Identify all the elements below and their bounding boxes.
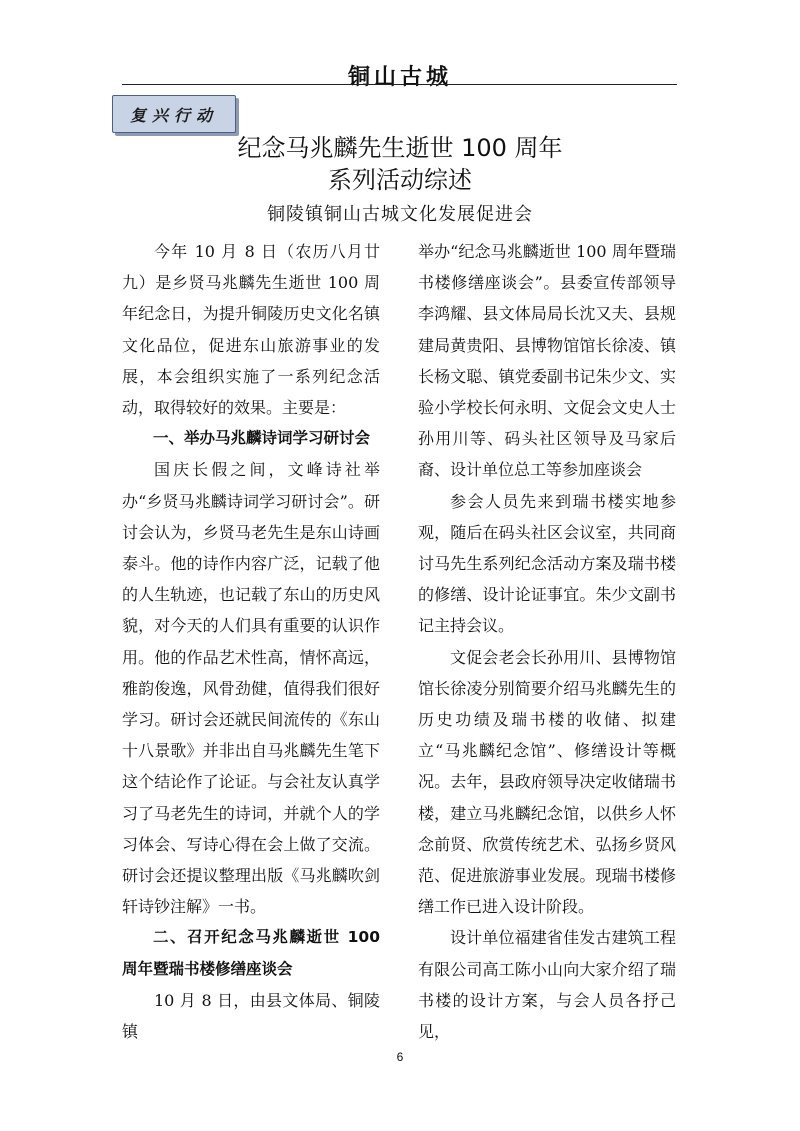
section-heading-2: 二、召开纪念马兆麟逝世 100 周年暨瑞书楼修缮座谈会 (122, 928, 380, 978)
paragraph: 设计单位福建省佳发古建筑工程有限公司高工陈小山向大家介绍了瑞书楼的设计方案，与会人员各抒己见， (418, 928, 676, 1042)
paragraph: 今年 10 月 8 日（农历八月廿九）是乡贤马兆麟先生逝世 100 周年纪念日，为提升铜陵历史文化名镇文化品位，促进东山旅游事业的发展，本会组织实施了一系列纪念活动，取得较好的效果。主要是： (122, 242, 380, 418)
paragraph-continued: 举办“纪念马兆麟逝世 100 周年暨瑞书楼修缮座谈会”。县委宣传部领导李鸿耀、县文体局局长沈又夫、县规建局黄贵阳、县博物馆馆长徐凌、镇长杨文聪、镇党委副书记朱少文、实验小学校长何永明、文促会文史人士孙用川等、码头社区领导及马家后裔、设计单位总工等参加座谈会 (418, 242, 676, 480)
page-number: 6 (396, 1050, 404, 1064)
paragraph: 10 月 8 日，由县文体局、铜陵镇 (122, 990, 380, 1042)
running-header-title: 铜山古城 (347, 65, 452, 90)
paragraph: 文促会老会长孙用川、县博物馆馆长徐凌分别简要介绍马兆麟先生的历史功绩及瑞书楼的收储、拟建立“马兆麟纪念馆”、修缮设计等概况。去年，县政府领导决定收储瑞书楼，建立马兆麟纪念馆，以供乡人怀念前贤、欣赏传统艺术、弘扬乡贤风范、促进旅游事业发展。现瑞书楼修缮工作已进入设计阶段。 (418, 647, 676, 917)
article-author: 铜陵镇铜山古城文化发展促进会 (267, 204, 533, 225)
left-column (122, 236, 380, 1047)
article-title-line1: 纪念马兆麟先生逝世 100 周年 (237, 134, 563, 162)
paragraph: 国庆长假之间，文峰诗社举办“乡贤马兆麟诗词学习研讨会”。研讨会认为，乡贤马老先生是东山诗画泰斗。他的诗作内容广泛，记载了他的人生轨迹，也记载了东山的历史风貌，对今天的人们具有重要的认识作用。他的作品艺术性高，情怀高远，雅韵俊逸，风骨劲健，值得我们很好学习。研讨会还就民间流传的《东山十八景歌》并非出自马兆麟先生笔下这个结论作了论证。与会社友认真学习了马老先生的诗词，并就个人的学习体会、写诗心得在会上做了交流。研讨会还提议整理出版《马兆麟吹剑轩诗钞注解》一书。 (122, 460, 380, 917)
section-heading-1: 一、举办马兆麟诗词学习研讨会 (153, 429, 371, 448)
article-title-line2: 系列活动综述 (328, 166, 472, 194)
section-tag: 复兴行动 (112, 95, 236, 133)
right-column (418, 236, 676, 1047)
header-divider (122, 84, 677, 85)
paragraph: 参会人员先来到瑞书楼实地参观，随后在码头社区会议室，共同商讨马先生系列纪念活动方案及瑞书楼的修缮、设计论证事宜。朱少文副书记主持会议。 (418, 491, 676, 636)
